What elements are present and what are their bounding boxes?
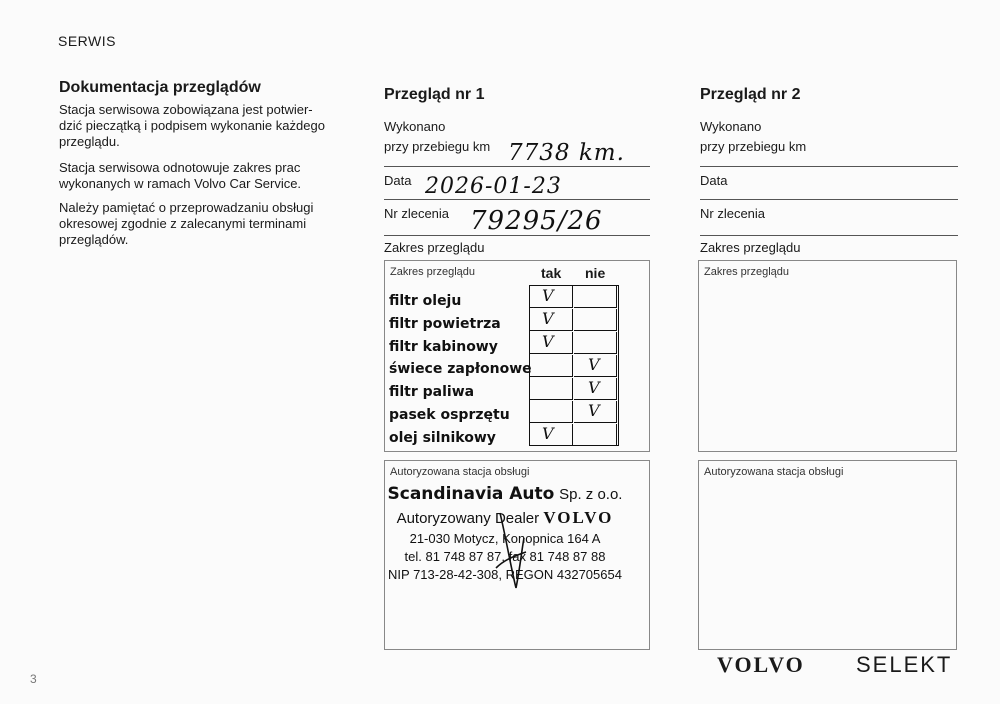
cell-no [574, 355, 617, 377]
documentation-title: Dokumentacja przeglądów [59, 79, 261, 96]
stamp-dealer: Autoryzowany Dealer [396, 510, 540, 527]
text-line: Stacja serwisowa zobowiązana jest potwier- [59, 102, 313, 117]
cell-yes [530, 309, 573, 331]
stamp-ids: NIP 713-28-42-308, REGON 432705654 [388, 567, 622, 582]
stamp-company-line [355, 482, 655, 507]
scope-label: Zakres przeglądu [700, 240, 801, 255]
cell-yes [530, 286, 573, 308]
text-line: przeglądów. [59, 232, 129, 247]
order-line [384, 235, 650, 236]
text-line: wykonanych w ramach Volvo Car Service. [59, 176, 302, 191]
stamp-company-suffix: Sp. z o.o. [559, 486, 623, 503]
scope-row-name: pasek osprzętu [389, 407, 510, 423]
text-line: dzić pieczątką i podpisem wykonanie każdego [59, 118, 325, 133]
scope-label: Zakres przeglądu [384, 240, 485, 255]
order-label: Nr zlecenia [384, 206, 450, 221]
text-line: Stacja serwisowa odnotowuje zakres prac [59, 160, 301, 175]
check-mark: V [588, 401, 600, 420]
col-no-header: nie [585, 265, 606, 281]
col-yes-header: tak [541, 265, 562, 281]
cell-no [574, 309, 617, 331]
date-line [384, 199, 650, 200]
paragraph-confirmation [59, 102, 359, 150]
check-mark: V [588, 355, 600, 374]
done-label: Wykonano [700, 119, 762, 134]
check-mark: V [542, 332, 554, 351]
cell-no [574, 332, 617, 354]
scope-row-name: filtr powietrza [389, 316, 501, 332]
check-mark: V [542, 424, 554, 443]
paragraph-scope [59, 160, 359, 192]
section-header: SERWIS [58, 33, 116, 49]
cell-no [574, 424, 617, 446]
mileage-line [700, 166, 958, 167]
mileage-label: przy przebiegu km [384, 139, 491, 154]
text-line: okresowej zgodnie z zalecanymi terminami [59, 216, 307, 231]
cell-yes [530, 332, 573, 354]
stamp-dealer-brand: VOLVO [543, 508, 614, 527]
date-label: Data [700, 173, 728, 188]
station-box [698, 460, 957, 650]
selekt-label: SELEKT [856, 652, 953, 677]
order-label: Nr zlecenia [700, 206, 766, 221]
volvo-logo: VOLVO [717, 652, 805, 677]
cell-yes [530, 355, 573, 377]
scope-box [384, 260, 650, 452]
cell-yes [530, 378, 573, 400]
station-box-title: Autoryzowana stacja obsługi [704, 466, 844, 478]
scope-row-name: filtr paliwa [389, 384, 475, 400]
mileage-label: przy przebiegu km [700, 139, 807, 154]
text-line: przeglądu. [59, 134, 120, 149]
scope-row-name: filtr kabinowy [389, 339, 498, 355]
scope-row-name: świece zapłonowe [389, 361, 532, 377]
scope-row-name: filtr oleju [389, 293, 462, 309]
inspection-2-title: Przegląd nr 2 [700, 86, 801, 103]
cell-no [574, 378, 617, 400]
check-mark: V [542, 309, 554, 328]
stamp-phone: tel. 81 748 87 87, fax 81 748 87 88 [404, 549, 606, 564]
cell-yes [530, 424, 573, 446]
paragraph-reminder [59, 200, 359, 248]
date-label: Data [384, 173, 412, 188]
scope-box-title: Zakres przeglądu [390, 266, 475, 278]
handwritten-signature [490, 508, 530, 593]
stamp-company: Scandinavia Auto [387, 484, 555, 504]
date-value: 2026-01-23 [425, 174, 562, 199]
scope-box [698, 260, 957, 452]
date-line [700, 199, 958, 200]
cell-yes [530, 401, 573, 423]
mileage-value: 7738 km. [508, 140, 625, 166]
mileage-line [384, 166, 650, 167]
station-box-title: Autoryzowana stacja obsługi [390, 466, 530, 478]
inspection-1-title: Przegląd nr 1 [384, 86, 485, 103]
text-line: Należy pamiętać o przeprowadzaniu obsługi [59, 200, 314, 215]
cell-no [574, 286, 617, 308]
done-label: Wykonano [384, 119, 446, 134]
scope-box-title: Zakres przeglądu [704, 266, 789, 278]
check-mark: V [588, 378, 600, 397]
check-mark: V [542, 286, 554, 305]
stamp-address: 21-030 Motycz, Konopnica 164 A [409, 531, 601, 546]
scope-checkbox-grid [529, 285, 619, 446]
order-line [700, 235, 958, 236]
order-value: 79295/26 [470, 206, 603, 236]
page-number: 3 [30, 672, 37, 686]
scope-row-name: olej silnikowy [389, 430, 496, 446]
cell-no [574, 401, 617, 423]
